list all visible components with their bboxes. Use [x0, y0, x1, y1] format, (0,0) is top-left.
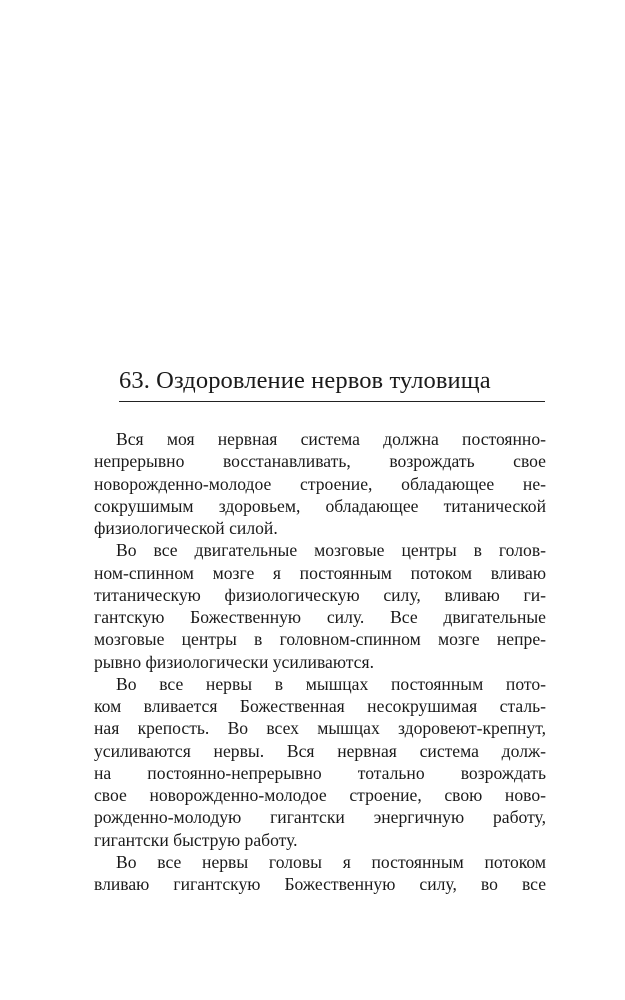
- text-line: усиливаются нервы. Вся нервная система долж-: [94, 740, 546, 761]
- text-line: свое новорожденно-молодое строение, свою ново-: [94, 785, 546, 805]
- text-line: Вся моя нервная система должна постоянно-: [116, 429, 546, 449]
- text-line: непрерывно восстанавливать, возрождать свое: [94, 451, 546, 472]
- text-line: на постоянно-непрерывно тотально возрождать: [94, 762, 546, 783]
- chapter-heading: [119, 366, 545, 402]
- text-line: мозговые центры в головном-спинном мозге непре-: [94, 629, 546, 650]
- text-line: рывно физиологически усиливаются.: [94, 651, 374, 672]
- text-line: ная крепость. Во всех мышцах здоровеют-крепнут,: [94, 718, 546, 739]
- text-line: Во все нервы в мышцах постоянным пото-: [116, 673, 546, 694]
- text-line: гигантски быструю работу.: [94, 829, 298, 850]
- text-line: гантскую Божественную силу. Все двигательные: [94, 607, 546, 627]
- text-line: ком вливается Божественная несокрушимая сталь-: [94, 696, 546, 716]
- text-line: титаническую физиологическую силу, вливаю ги-: [94, 584, 546, 605]
- text-line: Во все нервы головы я постоянным потоком: [116, 851, 546, 872]
- text-line: рожденно-молодую гигантски энергичную работу,: [94, 807, 546, 828]
- text-line: Во все двигательные мозговые центры в голов-: [116, 540, 546, 561]
- text-line: сокрушимым здоровьем, обладающее титанической: [94, 495, 546, 516]
- chapter-title: 63. Оздоровление нервов туловища: [119, 367, 491, 394]
- chapter-body: [94, 428, 546, 895]
- text-line: ном-спинном мозге я постоянным потоком вливаю: [94, 562, 546, 583]
- text-line: вливаю гигантскую Божественную силу, во все: [94, 874, 546, 894]
- text-line: физиологической силой.: [94, 518, 278, 538]
- text-line: новорожденно-молодое строение, обладающее не-: [94, 473, 546, 494]
